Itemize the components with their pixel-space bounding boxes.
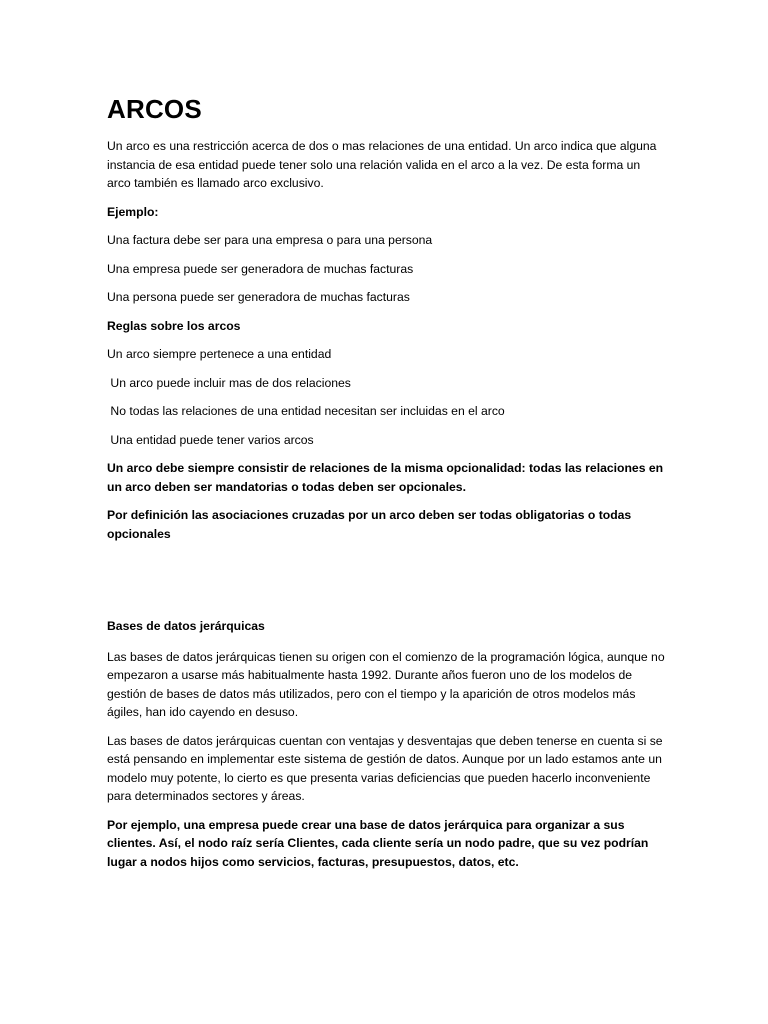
page-title: ARCOS (107, 94, 202, 124)
hierarchical-paragraph-2: Las bases de datos jerárquicas cuentan con ventajas y desventajas que deben tenerse en cuenta si se está pensando en implementar este sistema de gestión de datos. Aunque por un lado estamos ante un modelo muy potente, lo cierto es que presenta varias deficiencias que pueden hacerlo inconveniente para determinados sectores y áreas. (107, 733, 663, 803)
hierarchical-paragraph-1: Las bases de datos jerárquicas tienen su origen con el comienzo de la programación lógica, aunque no empezaron a usarse más habitualmente hasta 1992. Durante años fueron uno de los modelos de gestión de bases de datos más utilizados, pero con el tiempo y la aparición de otros modelos más ágiles, han ido cayendo en desuso. (107, 649, 665, 719)
rule-item: No todas las relaciones de una entidad necesitan ser incluidas en el arco (107, 404, 505, 418)
example-item: Una persona puede ser generadora de muchas facturas (107, 290, 410, 304)
example-item: Una factura debe ser para una empresa o para una persona (107, 233, 433, 247)
rules-heading: Reglas sobre los arcos (107, 318, 241, 333)
intro-paragraph: Un arco es una restricción acerca de dos o mas relaciones de una entidad. Un arco indica que alguna instancia de esa entidad puede tener solo una relación valida en el arco a la vez. De esta forma un arco también es llamado arco exclusivo. (107, 139, 657, 190)
document-content (107, 93, 667, 881)
section-heading-hierarchical: Bases de datos jerárquicas (107, 619, 265, 633)
rule-item-last: Un arco debe siempre consistir de relaciones de la misma opcionalidad: todas las relaciones en un arco deben ser mandatorias o todas deben ser opcionales. (107, 461, 664, 494)
example-heading: Ejemplo: (107, 204, 159, 219)
rule-item: Una entidad puede tener varios arcos (107, 432, 314, 447)
rule-item: Un arco siempre pertenece a una entidad (107, 347, 332, 361)
definition-paragraph: Por definición las asociaciones cruzadas por un arco deben ser todas obligatorias o todas opcionales (107, 508, 632, 541)
section-spacer (107, 553, 667, 617)
example-item: Una empresa puede ser generadora de muchas facturas (107, 261, 414, 276)
hierarchical-paragraph-3: Por ejemplo, una empresa puede crear una base de datos jerárquica para organizar a sus clientes. Así, el nodo raíz sería Clientes, cada cliente sería un nodo padre, que su vez podrían lugar a nodos hijos como servicios, facturas, presupuestos, datos, etc. (107, 817, 649, 869)
rule-item: Un arco puede incluir mas de dos relaciones (107, 375, 351, 390)
